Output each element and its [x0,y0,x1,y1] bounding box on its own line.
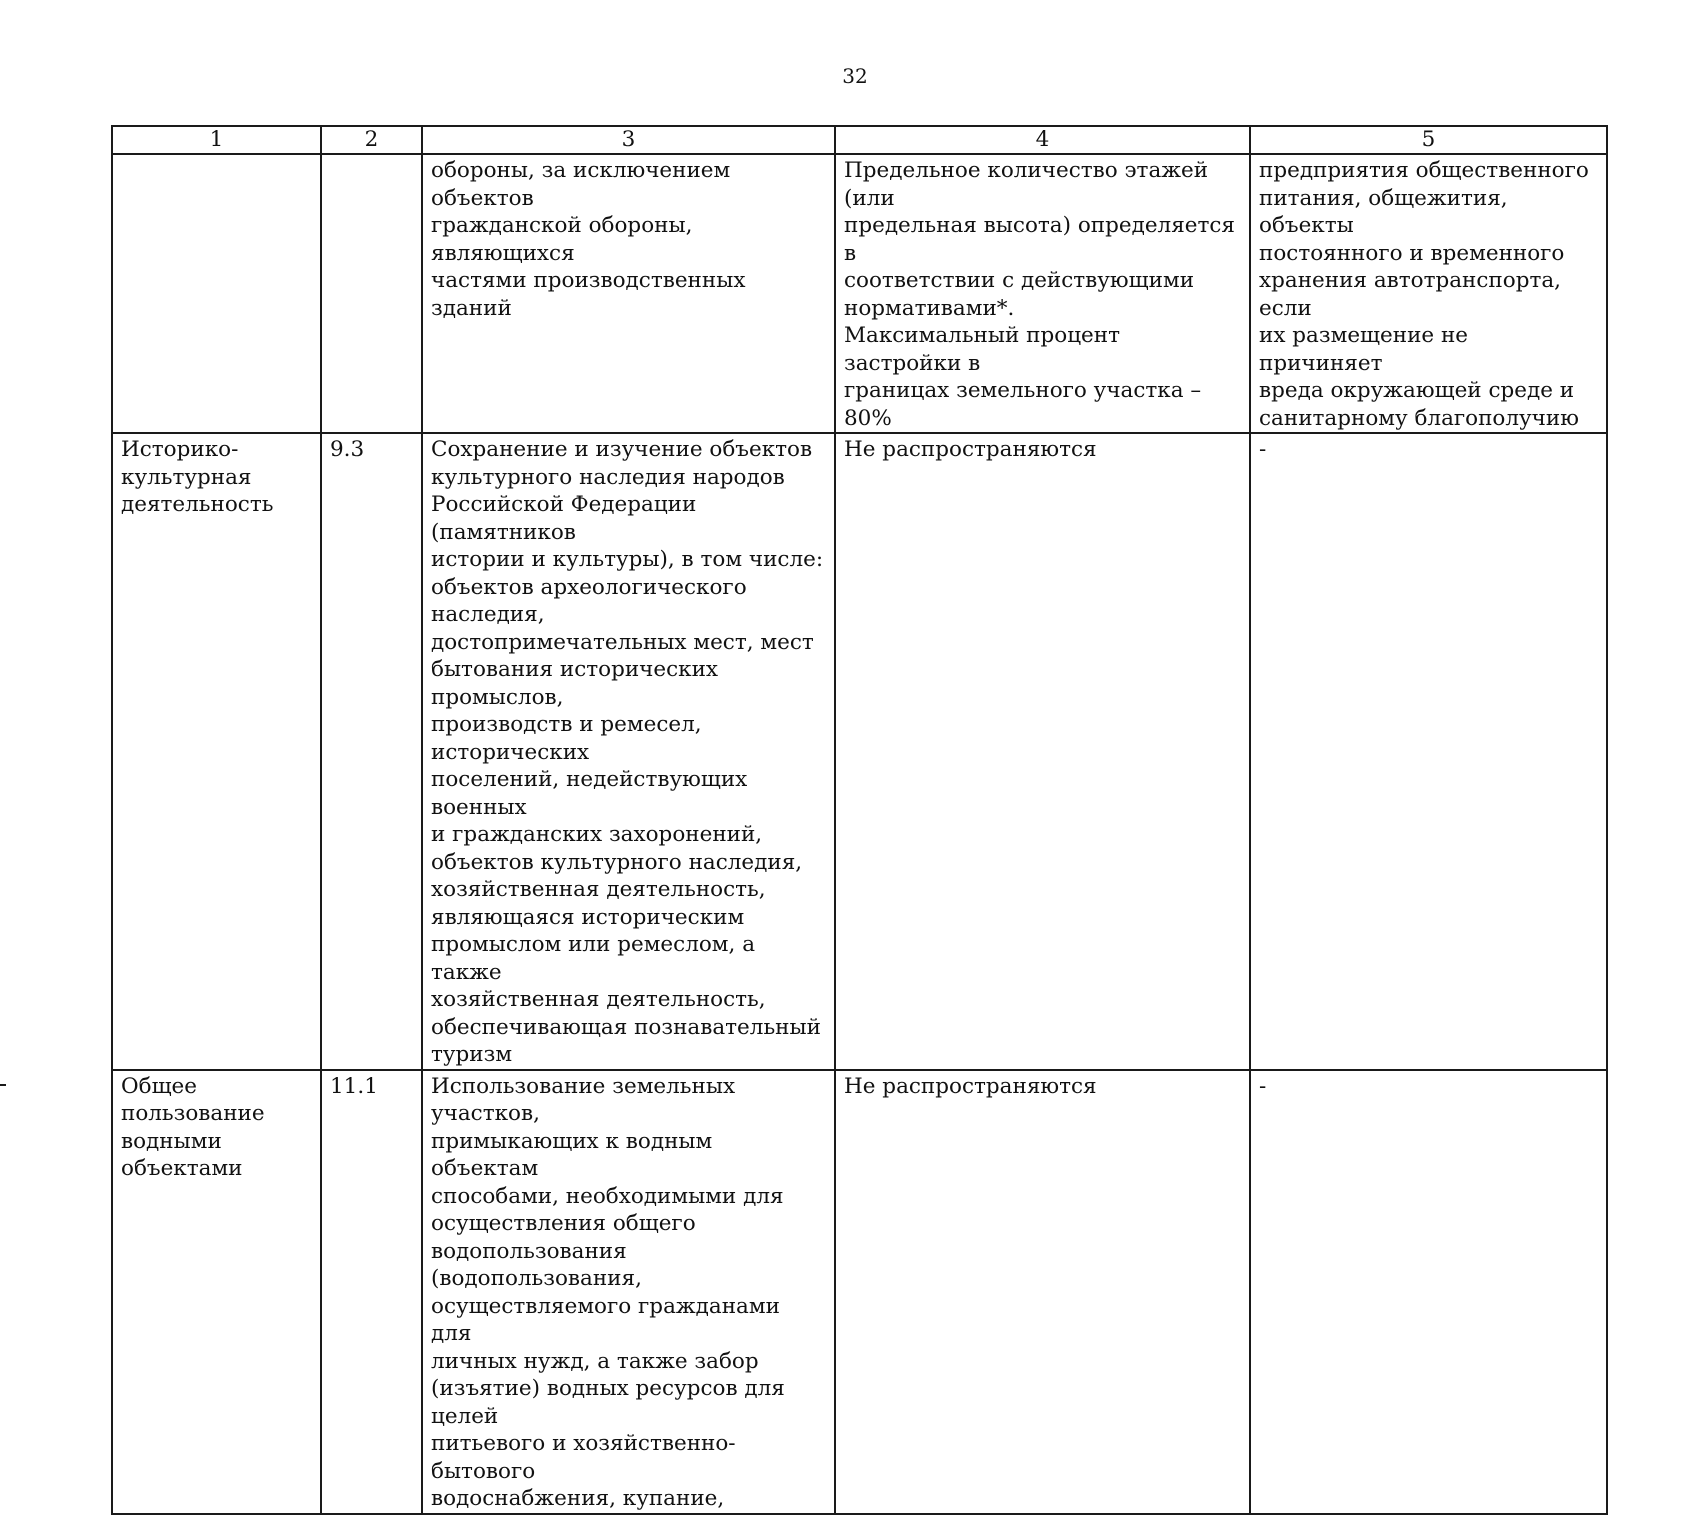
table-row [112,433,1607,1070]
notes-cell: предприятия общественного питания, общежития, объекты постоянного и временного хранения автотранспорта, если их размещение не причиняет вреда окружающей среде и санитарному благополучию [1250,154,1607,433]
notes-cell: - [1250,433,1607,1070]
table-row [112,154,1607,433]
column-header: 1 [112,126,321,154]
use-name-cell: Историко- культурная деятельность [112,433,321,1070]
scan-margin-mark [0,1084,6,1086]
use-description-cell: обороны, за исключением объектов гражданской обороны, являющихся частями производственных зданий [422,154,835,433]
use-code-cell: 9.3 [321,433,422,1070]
column-header: 3 [422,126,835,154]
limits-cell: Не распространяются [835,1070,1250,1514]
regulations-table [111,125,1608,1515]
column-header: 5 [1250,126,1607,154]
column-header: 4 [835,126,1250,154]
page-number: 32 [842,64,868,88]
notes-cell: - [1250,1070,1607,1514]
table-header-row [112,126,1607,154]
use-name-cell [112,154,321,433]
use-name-cell: Общее пользование водными объектами [112,1070,321,1514]
use-code-cell: 11.1 [321,1070,422,1514]
column-header: 2 [321,126,422,154]
table-row [112,1070,1607,1514]
use-description-cell: Использование земельных участков, примыкающих к водным объектам способами, необходимыми для осуществления общего водопользования (водопользования, осуществляемого гражданами для личных нужд, а также забор (изъятие) водных ресурсов для целей питьевого и хозяйственно-бытового водоснабжения, купание, [422,1070,835,1514]
use-description-cell: Сохранение и изучение объектов культурного наследия народов Российской Федерации (памятников истории и культуры), в том числе: объектов археологического наследия, достопримечательных мест, мест бытования исторических промыслов, производств и ремесел, исторических поселений, недействующих военных и гражданских захоронений, объектов культурного наследия, хозяйственная деятельность, являющаяся историческим промыслом или ремеслом, а также хозяйственная деятельность, обеспечивающая познавательный туризм [422,433,835,1070]
limits-cell: Предельное количество этажей (или предельная высота) определяется в соответствии с действующими нормативами*. Максимальный процент застройки в границах земельного участка – 80% [835,154,1250,433]
use-code-cell [321,154,422,433]
limits-cell: Не распространяются [835,433,1250,1070]
